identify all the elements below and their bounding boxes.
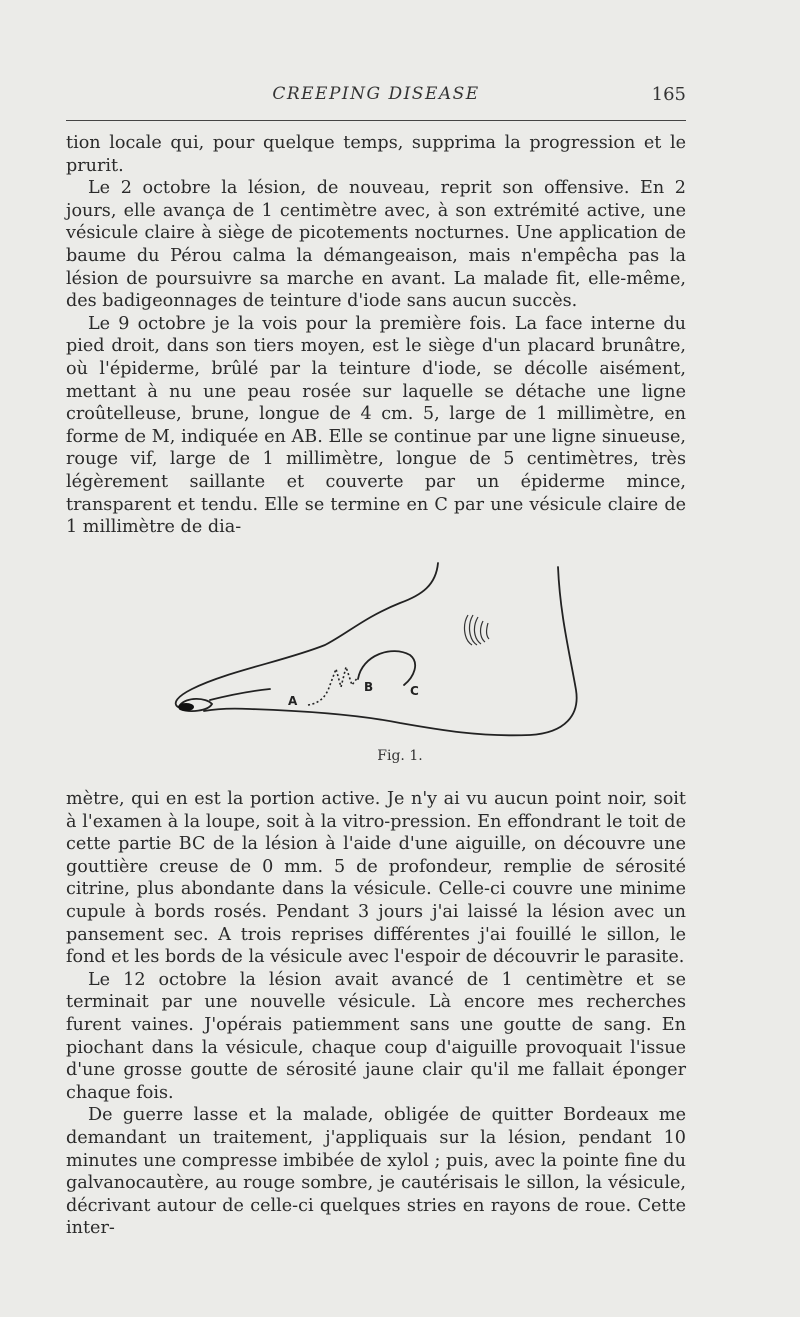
label-b: B bbox=[364, 680, 374, 694]
text-block-top bbox=[66, 132, 686, 539]
paragraph: Le 9 octobre je la vois pour la première fois. La face interne du pied droit, dans son tiers moyen, est le siège d'un placard brunâtre, où l'épiderme, brûlé par la teinture d'iode, se décolle aisément, mettant à nu une peau rosée sur laquelle se détache une ligne croûtelleuse, brune, longue de 4 cm. 5, large de 1 millimètre, en forme de M, indiquée en AB. Elle se continue par une ligne sinueuse, rouge vif, large de 1 millimètre, longue de 5 centimètres, très légèrement saillante et couverte par un épiderme mince, transparent et tendu. Elle se termine en C par une vésicule claire de 1 millimètre de dia- bbox=[66, 313, 686, 538]
figure-foot-drawing bbox=[160, 545, 600, 760]
paragraph: De guerre lasse et la malade, obligée de quitter Bordeaux me demandant un traitement, j'appliquais sur la lésion, pendant 10 minutes une compresse imbibée de xylol ; puis, avec la pointe fine du galvanocautère, au rouge sombre, je cautérisais le sillon, la vésicule, décrivant autour de celle-ci quelques stries en rayons de roue. Cette inter- bbox=[66, 1105, 686, 1239]
ankle-hatch bbox=[465, 615, 489, 645]
page-number: 165 bbox=[651, 84, 686, 105]
paragraph: Le 2 octobre la lésion, de nouveau, reprit son offensive. En 2 jours, elle avança de 1 centimètre avec, à son extrémité active, une vésicule claire à siège de picotements nocturnes. Une application de baume du Pérou calma la démangeaison, mais n'empêcha pas la lésion de poursuivre sa marche en avant. La malade fit, elle-même, des badigeonnages de teinture d'iode sans aucun succès. bbox=[66, 178, 686, 312]
lesion-zigzag bbox=[308, 667, 358, 705]
foot-upper-outline bbox=[176, 563, 438, 707]
toenail bbox=[178, 703, 194, 711]
text-block-bottom bbox=[66, 788, 686, 1240]
paragraph: tion locale qui, pour quelque temps, supprima la progression et le prurit. bbox=[66, 133, 686, 176]
figure-caption: Fig. 1. bbox=[377, 748, 423, 764]
paragraph: Le 12 octobre la lésion avait avancé de 1 centimètre et se terminait par une nouvelle vésicule. Là encore mes recherches furent vaines. J'opérais patiemment sans une goutte de sang. En piochant dans la vésicule, chaque coup d'aiguille provoquait l'issue d'une grosse goutte de sérosité jaune clair qu'il me fallait éponger chaque fois. bbox=[66, 969, 686, 1103]
paragraph: mètre, qui en est la portion active. Je n'y ai vu aucun point noir, soit à l'examen à la loupe, soit à la vitro-pression. En effondrant le toit de cette partie BC de la lésion à l'aide d'une aiguille, on découvre une gouttière creuse de 0 mm. 5 de profondeur, remplie de sérosité citrine, plus abondante dans la vésicule. Celle-ci couvre une minime cupule à bords rosés. Pendant 3 jours j'ai laissé la lésion avec un pansement sec. A trois reprises différentes j'ai fouillé le sillon, le fond et les bords de la vésicule avec l'espoir de découvrir le parasite. bbox=[66, 789, 686, 968]
running-title: CREEPING DISEASE bbox=[272, 84, 480, 104]
toe-line bbox=[210, 689, 270, 700]
label-a: A bbox=[288, 694, 298, 708]
foot-illustration bbox=[160, 545, 600, 760]
page-header bbox=[66, 84, 686, 114]
header-rule bbox=[66, 120, 686, 121]
label-c: C bbox=[410, 684, 419, 698]
